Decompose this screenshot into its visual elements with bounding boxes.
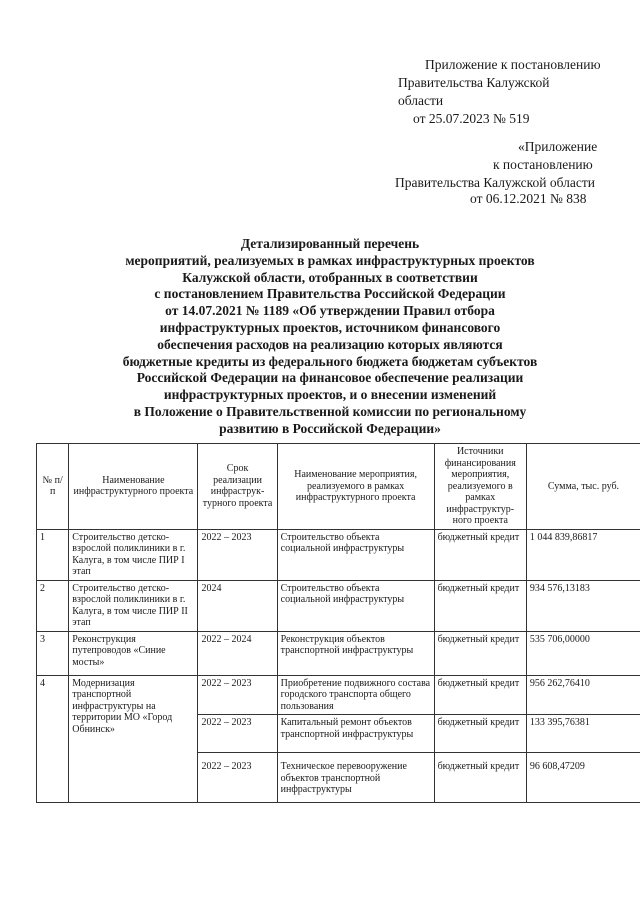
column-header-sum: Сумма, тыс. руб.	[526, 444, 640, 530]
title-line: инфраструктурных проектов, и о внесении изменений	[163, 387, 497, 403]
projects-table	[36, 443, 640, 803]
title-line: бюджетные кредиты из федерального бюджета бюджетам субъектов	[122, 353, 538, 369]
title-line: в Положение о Правительственной комиссии по региональному	[133, 403, 527, 419]
header-line: к постановлению	[493, 157, 593, 172]
table-row	[37, 631, 640, 675]
cell-term: 2022 – 2023	[198, 753, 277, 803]
cell-source: бюджетный кредит	[434, 675, 526, 715]
cell-project: Строительство детско-взрослой поликлиники в г. Калуга, в том числе ПИР II этап	[69, 580, 198, 631]
title-line: от 14.07.2021 № 1189 «Об утверждении Правил отбора	[165, 303, 495, 319]
cell-event: Приобретение подвижного состава городского транспорта общего пользования	[277, 675, 434, 715]
cell-number: 1	[37, 529, 69, 580]
cell-event: Реконструкция объектов транспортной инфраструктуры	[277, 631, 434, 675]
document-title	[120, 236, 540, 438]
title-line: мероприятий, реализуемых в рамках инфраструктурных проектов	[125, 252, 535, 268]
column-header-number: № п/п	[37, 444, 69, 530]
header-line: от 25.07.2023 № 519	[413, 111, 530, 126]
cell-number: 3	[37, 631, 69, 675]
cell-sum: 535 706,00000	[526, 631, 640, 675]
cell-term: 2022 – 2023	[198, 529, 277, 580]
cell-source: бюджетный кредит	[434, 753, 526, 803]
column-header-event: Наименование мероприятия, реализуемого в рамках инфраструктурного проекта	[277, 444, 434, 530]
cell-source: бюджетный кредит	[434, 580, 526, 631]
title-line: Российской Федерации на финансовое обеспечение реализации	[136, 370, 524, 386]
cell-sum: 956 262,76410	[526, 675, 640, 715]
cell-sum: 934 576,13183	[526, 580, 640, 631]
cell-source: бюджетный кредит	[434, 631, 526, 675]
cell-term: 2022 – 2023	[198, 675, 277, 715]
cell-event: Техническое перевооружение объектов транспортной инфраструктуры	[277, 753, 434, 803]
header-line: Правительства Калужской	[398, 75, 550, 90]
column-header-term: Срок реализации инфраструк-турного проекта	[198, 444, 277, 530]
cell-term: 2022 – 2023	[198, 715, 277, 753]
table-header-row	[37, 444, 640, 530]
cell-event: Строительство объекта социальной инфраструктуры	[277, 580, 434, 631]
cell-project: Реконструкция путепроводов «Синие мосты»	[69, 631, 198, 675]
cell-term: 2022 – 2024	[198, 631, 277, 675]
cell-sum: 133 395,76381	[526, 715, 640, 753]
cell-number: 2	[37, 580, 69, 631]
title-line: Калужской области, отобранных в соответствии	[182, 269, 478, 285]
cell-source: бюджетный кредит	[434, 715, 526, 753]
title-line: с постановлением Правительства Российской Федерации	[154, 286, 506, 302]
table-row	[37, 675, 640, 715]
header-line: «Приложение	[518, 139, 598, 154]
column-header-source: Источники финансирования мероприятия, реализуемого в рамках инфраструктур-ного проекта	[434, 444, 526, 530]
cell-project: Строительство детско-взрослой поликлиники в г. Калуга, в том числе ПИР I этап	[69, 529, 198, 580]
cell-event: Капитальный ремонт объектов транспортной инфраструктуры	[277, 715, 434, 753]
cell-sum: 96 608,47209	[526, 753, 640, 803]
cell-source: бюджетный кредит	[434, 529, 526, 580]
title-line: Детализированный перечень	[240, 236, 420, 251]
title-line: инфраструктурных проектов, источником финансового	[159, 319, 501, 335]
table-row	[37, 580, 640, 631]
header-line: области	[398, 93, 444, 108]
header-line: Правительства Калужской области	[395, 175, 596, 190]
header-line: Приложение к постановлению	[425, 57, 601, 72]
cell-number: 4	[37, 675, 69, 803]
title-line: развитию в Российской Федерации»	[219, 420, 441, 436]
header-line: от 06.12.2021 № 838	[470, 191, 587, 206]
cell-sum: 1 044 839,86817	[526, 529, 640, 580]
cell-project: Модернизация транспортной инфраструктуры на территории МО «Город Обнинск»	[69, 675, 198, 803]
column-header-project: Наименование инфраструктурного проекта	[69, 444, 198, 530]
cell-term: 2024	[198, 580, 277, 631]
title-line: обеспечения расходов на реализацию которых являются	[157, 336, 503, 352]
cell-event: Строительство объекта социальной инфраструктуры	[277, 529, 434, 580]
table-row	[37, 529, 640, 580]
